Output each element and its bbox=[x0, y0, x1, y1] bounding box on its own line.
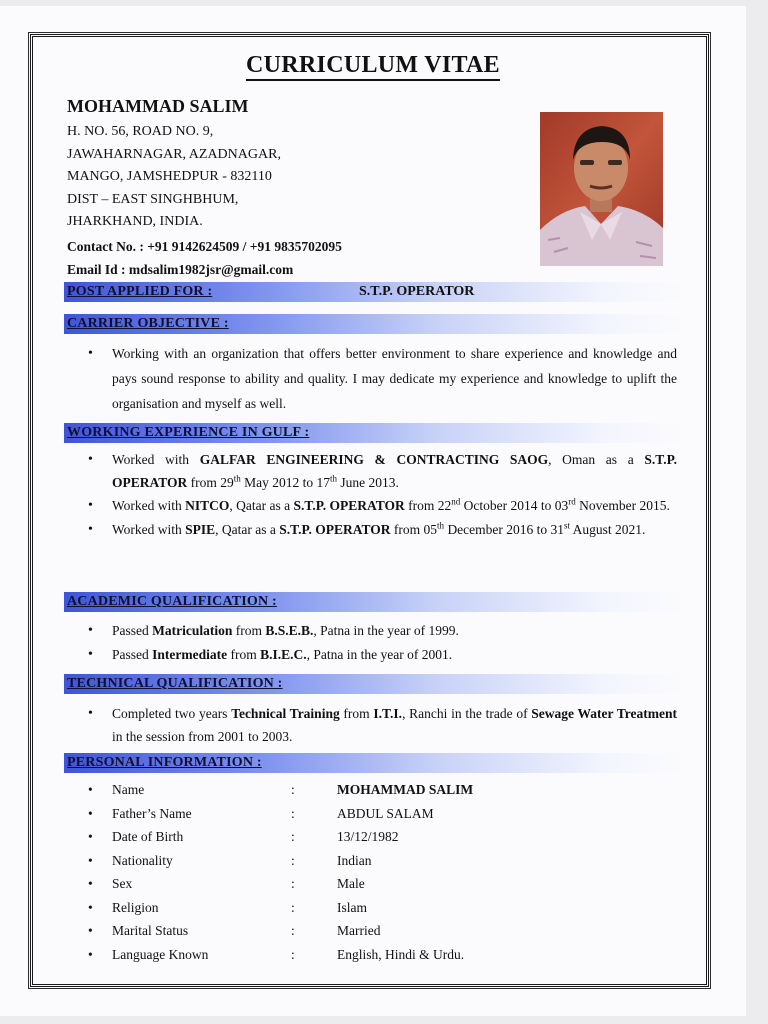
personal-label: PERSONAL INFORMATION : bbox=[67, 755, 262, 770]
technical-section bbox=[64, 674, 686, 694]
address-block bbox=[67, 121, 281, 234]
contact-number: Contact No. : +91 9142624509 / +91 9835702095 bbox=[67, 239, 342, 254]
personal-row-nationality: • Nationality : Indian bbox=[88, 852, 372, 868]
academic-section bbox=[64, 592, 686, 612]
post-applied-label: POST APPLIED FOR : bbox=[67, 284, 213, 299]
objective-text: • Working with an organization that offers better environment to share experience and knowledge and pays sound response to ability and quality. I may dedicate my experience and knowledge to uplift the organisation and myself as well. bbox=[85, 341, 677, 416]
personal-section bbox=[64, 753, 686, 773]
experience-list bbox=[85, 448, 677, 541]
address-line: DIST – EAST SINGHBHUM, bbox=[67, 191, 239, 207]
personal-row-dob: • Date of Birth : 13/12/1982 bbox=[88, 829, 399, 844]
objective-label: CARRIER OBJECTIVE : bbox=[67, 316, 229, 331]
academic-item: • Passed Intermediate from B.I.E.C., Patna in the year of 2001. bbox=[85, 643, 677, 667]
address-line: JAWAHARNAGAR, AZADNAGAR, bbox=[67, 146, 281, 162]
email-address: Email Id : mdsalim1982jsr@gmail.com bbox=[67, 262, 294, 277]
personal-row-religion: • Religion : Islam bbox=[88, 899, 367, 915]
document-title: CURRICULUM VITAE bbox=[0, 52, 746, 79]
address-line: H. NO. 56, ROAD NO. 9, bbox=[67, 124, 214, 139]
technical-list bbox=[85, 702, 677, 748]
personal-row-language: • Language Known : English, Hindi & Urdu. bbox=[88, 946, 465, 962]
personal-row-sex: • Sex : Male bbox=[88, 876, 365, 891]
contact-block bbox=[67, 235, 342, 281]
academic-list bbox=[85, 619, 677, 666]
address-line: JHARKHAND, INDIA. bbox=[67, 214, 203, 229]
academic-item: • Passed Matriculation from B.S.E.B., Patna in the year of 1999. bbox=[85, 619, 677, 643]
objective-list bbox=[85, 341, 677, 416]
person-photo-icon bbox=[540, 112, 663, 266]
applicant-name: MOHAMMAD SALIM bbox=[67, 96, 249, 116]
experience-section bbox=[64, 423, 686, 443]
academic-label: ACADEMIC QUALIFICATION : bbox=[67, 594, 277, 609]
objective-section bbox=[64, 314, 686, 334]
experience-item: • Worked with SPIE, Qatar as a S.T.P. OPERATOR from 05th December 2016 to 31st August 2021. bbox=[85, 518, 677, 541]
technical-label: TECHNICAL QUALIFICATION : bbox=[67, 676, 283, 691]
post-applied-value: S.T.P. OPERATOR bbox=[359, 284, 475, 299]
address-line: MANGO, JAMSHEDPUR - 832110 bbox=[67, 169, 272, 184]
personal-row-father: • Father’s Name : ABDUL SALAM bbox=[88, 805, 434, 821]
post-applied-section bbox=[64, 282, 686, 302]
technical-item: • Completed two years Technical Training from I.T.I., Ranchi in the trade of Sewage Water Treatment in the session from 2001 to 2003. bbox=[85, 702, 677, 748]
experience-item: • Worked with NITCO, Qatar as a S.T.P. OPERATOR from 22nd October 2014 to 03rd November 2015. bbox=[85, 494, 677, 517]
applicant-photo bbox=[540, 112, 663, 266]
personal-row-marital: • Marital Status : Married bbox=[88, 923, 381, 938]
experience-label: WORKING EXPERIENCE IN GULF : bbox=[67, 425, 310, 440]
personal-row-name: • Name : MOHAMMAD SALIM bbox=[88, 782, 474, 797]
experience-item: • Worked with GALFAR ENGINEERING & CONTRACTING SAOG, Oman as a S.T.P. OPERATOR from 29th May 2012 to 17th June 2013. bbox=[85, 448, 677, 494]
